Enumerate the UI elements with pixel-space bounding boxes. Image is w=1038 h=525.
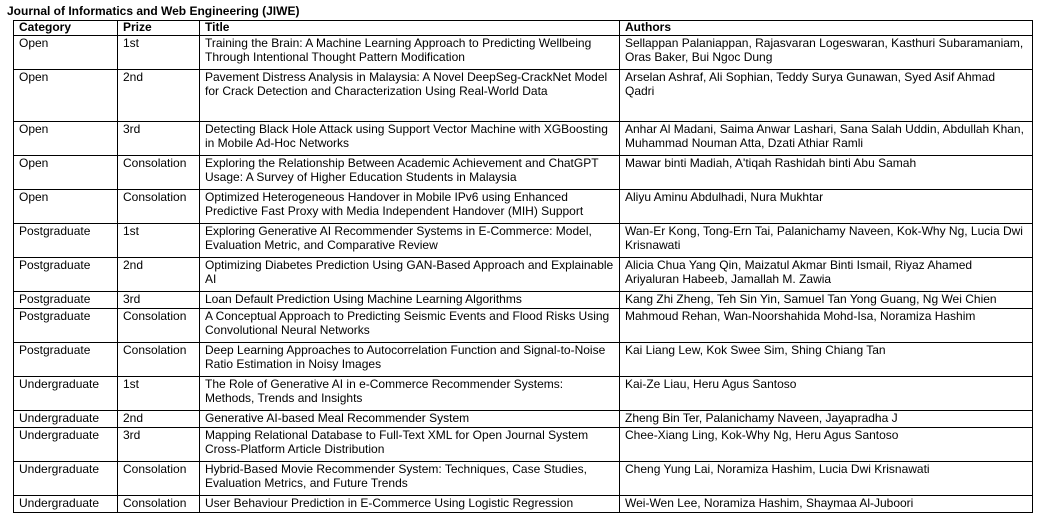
cell-title: Exploring the Relationship Between Academic Achievement and ChatGPT Usage: A Survey of Higher Education Students in Malaysia [200,156,620,190]
table-row [14,292,1033,309]
table-row [14,411,1033,428]
cell-prize: Consolation [118,343,200,377]
table-row [14,496,1033,513]
cell-prize: 3rd [118,428,200,462]
table-row [14,156,1033,190]
cell-authors: Cheng Yung Lai, Noramiza Hashim, Lucia Dwi Krisnawati [620,462,1033,496]
table-row [14,190,1033,224]
table-row [14,377,1033,411]
cell-category: Open [14,122,118,156]
table-row [14,224,1033,258]
cell-prize: 3rd [118,292,200,309]
table-header-row [14,21,1033,36]
cell-category: Postgraduate [14,292,118,309]
cell-title: A Conceptual Approach to Predicting Seismic Events and Flood Risks Using Convolutional Neural Networks [200,309,620,343]
cell-category: Postgraduate [14,224,118,258]
cell-title: Hybrid-Based Movie Recommender System: Techniques, Case Studies, Evaluation Metrics, and Future Trends [200,462,620,496]
cell-category: Undergraduate [14,411,118,428]
cell-prize: 3rd [118,122,200,156]
cell-prize: 1st [118,377,200,411]
cell-title: Detecting Black Hole Attack using Support Vector Machine with XGBoosting in Mobile Ad-Hoc Networks [200,122,620,156]
table-row [14,36,1033,70]
cell-category: Open [14,190,118,224]
cell-title: Pavement Distress Analysis in Malaysia: A Novel DeepSeg-CrackNet Model for Crack Detection and Characterization Using Real-World Data [200,70,620,122]
cell-prize: 2nd [118,411,200,428]
cell-category: Undergraduate [14,377,118,411]
cell-authors: Mawar binti Madiah, A'tiqah Rashidah binti Abu Samah [620,156,1033,190]
cell-authors: Sellappan Palaniappan, Rajasvaran Logeswaran, Kasthuri Subaramaniam, Oras Baker, Bui Ngoc Dung [620,36,1033,70]
cell-authors: Aliyu Aminu Abdulhadi, Nura Mukhtar [620,190,1033,224]
cell-authors: Arselan Ashraf, Ali Sophian, Teddy Surya Gunawan, Syed Asif Ahmad Qadri [620,70,1033,122]
table-row [14,462,1033,496]
cell-title: Exploring Generative AI Recommender Systems in E-Commerce: Model, Evaluation Metric, and Comparative Review [200,224,620,258]
column-header-authors: Authors [620,21,1033,36]
cell-authors: Alicia Chua Yang Qin, Maizatul Akmar Binti Ismail, Riyaz Ahamed Ariyaluran Habeeb, Jamallah M. Zawia [620,258,1033,292]
cell-prize: 2nd [118,70,200,122]
column-header-prize: Prize [118,21,200,36]
cell-prize: Consolation [118,496,200,513]
table-row [14,343,1033,377]
cell-authors: Chee-Xiang Ling, Kok-Why Ng, Heru Agus Santoso [620,428,1033,462]
cell-authors: Wei-Wen Lee, Noramiza Hashim, Shaymaa Al-Juboori [620,496,1033,513]
cell-title: Optimized Heterogeneous Handover in Mobile IPv6 using Enhanced Predictive Fast Proxy with Media Independent Handover (MIH) Support [200,190,620,224]
column-header-category: Category [14,21,118,36]
cell-title: Mapping Relational Database to Full-Text XML for Open Journal System Cross-Platform Article Distribution [200,428,620,462]
cell-authors: Kai Liang Lew, Kok Swee Sim, Shing Chiang Tan [620,343,1033,377]
cell-authors: Zheng Bin Ter, Palanichamy Naveen, Jayapradha J [620,411,1033,428]
cell-title: Generative AI-based Meal Recommender System [200,411,620,428]
cell-category: Open [14,36,118,70]
cell-category: Postgraduate [14,258,118,292]
cell-category: Postgraduate [14,343,118,377]
cell-category: Open [14,70,118,122]
cell-prize: 1st [118,36,200,70]
cell-title: Loan Default Prediction Using Machine Learning Algorithms [200,292,620,309]
cell-category: Postgraduate [14,309,118,343]
table-row [14,122,1033,156]
cell-category: Undergraduate [14,428,118,462]
awards-table [13,20,1033,513]
cell-prize: 1st [118,224,200,258]
cell-prize: Consolation [118,462,200,496]
cell-prize: Consolation [118,156,200,190]
cell-title: The Role of Generative AI in e-Commerce Recommender Systems: Methods, Trends and Insights [200,377,620,411]
cell-authors: Mahmoud Rehan, Wan-Noorshahida Mohd-Isa, Noramiza Hashim [620,309,1033,343]
cell-category: Undergraduate [14,496,118,513]
column-header-title: Title [200,21,620,36]
table-row [14,258,1033,292]
cell-title: User Behaviour Prediction in E-Commerce Using Logistic Regression [200,496,620,513]
cell-category: Open [14,156,118,190]
cell-title: Optimizing Diabetes Prediction Using GAN-Based Approach and Explainable AI [200,258,620,292]
table-row [14,309,1033,343]
cell-title: Training the Brain: A Machine Learning Approach to Predicting Wellbeing Through Intentional Thought Pattern Modification [200,36,620,70]
cell-prize: Consolation [118,309,200,343]
table-row [14,70,1033,122]
cell-prize: 2nd [118,258,200,292]
cell-prize: Consolation [118,190,200,224]
cell-category: Undergraduate [14,462,118,496]
journal-title: Journal of Informatics and Web Engineering (JIWE) [7,4,300,18]
cell-authors: Kang Zhi Zheng, Teh Sin Yin, Samuel Tan Yong Guang, Ng Wei Chien [620,292,1033,309]
cell-authors: Wan-Er Kong, Tong-Ern Tai, Palanichamy Naveen, Kok-Why Ng, Lucia Dwi Krisnawati [620,224,1033,258]
cell-title: Deep Learning Approaches to Autocorrelation Function and Signal-to-Noise Ratio Estimation in Noisy Images [200,343,620,377]
cell-authors: Kai-Ze Liau, Heru Agus Santoso [620,377,1033,411]
cell-authors: Anhar Al Madani, Saima Anwar Lashari, Sana Salah Uddin, Abdullah Khan, Muhammad Nouman Atta, Dzati Athiar Ramli [620,122,1033,156]
table-row [14,428,1033,462]
